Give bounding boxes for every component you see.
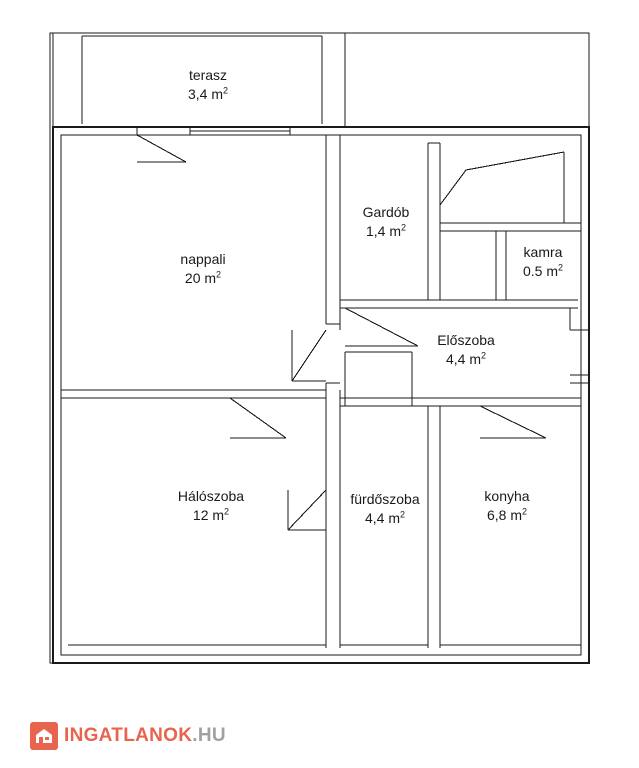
building-outline <box>53 127 589 663</box>
room-name: Hálószoba <box>177 488 245 504</box>
room-name: nappali <box>180 251 226 267</box>
door-living-hall <box>292 330 326 381</box>
room-area: 0.5 $m^2$ <box>522 262 564 279</box>
room-name: Gardób <box>362 204 410 220</box>
watermark <box>30 722 226 750</box>
room-name: Előszoba <box>437 332 495 348</box>
room-area: 12 $m^2$ <box>192 506 230 523</box>
door-bedroom-hall <box>288 490 326 530</box>
terrace-outline <box>53 33 345 127</box>
room-name: terasz <box>188 67 228 83</box>
door-kitchen <box>480 406 546 438</box>
door-bedroom <box>230 398 286 438</box>
door-terrace <box>137 135 186 162</box>
room-area: 1,4 $m^2$ <box>365 222 407 239</box>
room-name: fürdőszoba <box>350 491 420 507</box>
door-gardrobe <box>345 308 418 346</box>
room-area: 3,4 $m^2$ <box>187 85 229 102</box>
ingatlanok-logo-icon <box>30 722 58 750</box>
room-area: 20 $m^2$ <box>184 269 222 286</box>
room-area: 4,4 $m^2$ <box>364 509 406 526</box>
watermark-text <box>64 725 226 747</box>
room-area: 6,8 $m^2$ <box>486 506 528 523</box>
room-name: konyha <box>484 488 530 504</box>
watermark-brand: INGATLANOK <box>64 725 193 746</box>
watermark-suffix: .HU <box>192 725 226 746</box>
room-name: kamra <box>523 244 563 260</box>
room-area: 4,4 $m^2$ <box>445 350 487 367</box>
